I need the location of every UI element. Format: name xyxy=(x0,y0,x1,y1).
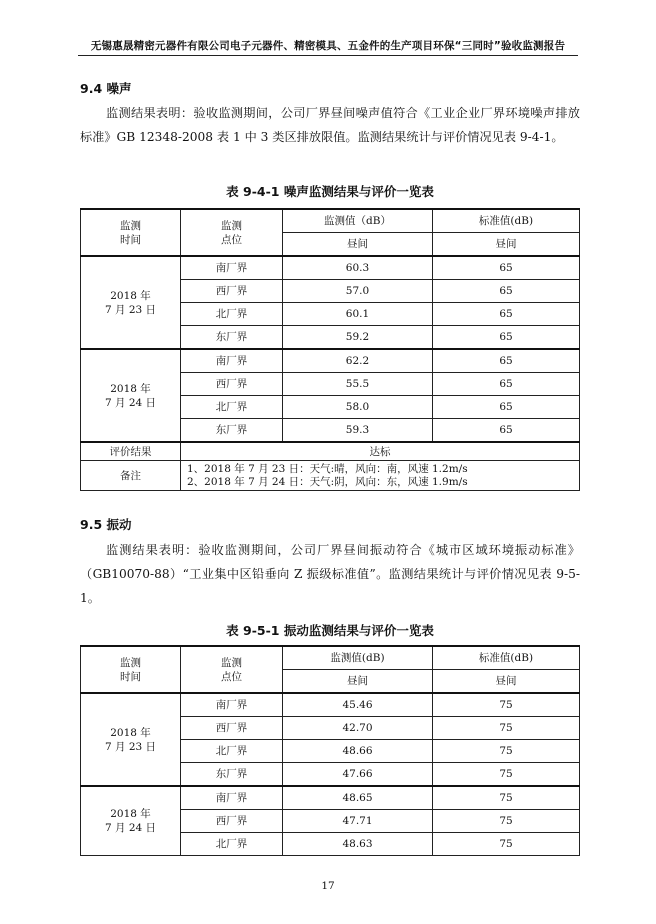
header-monitor-point: 监测 点位 xyxy=(181,646,283,693)
header-standard-daytime: 昼间 xyxy=(433,670,580,694)
value-cell: 45.46 xyxy=(283,693,433,717)
header-monitor-time: 监测 时间 xyxy=(81,646,181,693)
point-cell: 南厂界 xyxy=(181,693,283,717)
header-monitor-point: 监测 点位 xyxy=(181,209,283,256)
value-cell: 57.0 xyxy=(283,280,433,303)
vibration-results-table xyxy=(80,645,580,856)
vibration-section-heading: 9.5 振动 xyxy=(80,517,132,532)
standard-cell: 65 xyxy=(433,303,580,326)
evaluation-label: 评价结果 xyxy=(81,442,181,461)
noise-results-table xyxy=(80,208,580,491)
remark-content xyxy=(181,461,580,491)
date-cell: 2018 年 7 月 23 日 xyxy=(81,693,181,786)
point-cell: 西厂界 xyxy=(181,280,283,303)
header-divider xyxy=(78,55,578,56)
table-row xyxy=(81,693,580,717)
remark-line: 1、2018 年 7 月 23 日：天气:晴，风向：南，风速 1.2m/s xyxy=(187,462,468,475)
value-cell: 60.3 xyxy=(283,256,433,280)
date-cell: 2018 年 7 月 23 日 xyxy=(81,256,181,349)
noise-table-caption: 表 9-4-1 噪声监测结果与评价一览表 xyxy=(226,184,434,199)
point-cell: 东厂界 xyxy=(181,326,283,350)
standard-cell: 65 xyxy=(433,326,580,350)
header-standard-daytime: 昼间 xyxy=(433,233,580,257)
value-cell: 62.2 xyxy=(283,349,433,373)
remark-line: 2、2018 年 7 月 24 日：天气:阴，风向：东，风速 1.9m/s xyxy=(187,475,468,488)
point-cell: 东厂界 xyxy=(181,419,283,443)
header-standard-value: 标准值(dB) xyxy=(433,646,580,670)
value-cell: 47.71 xyxy=(283,810,433,833)
point-cell: 西厂界 xyxy=(181,717,283,740)
value-cell: 48.63 xyxy=(283,833,433,856)
point-cell: 东厂界 xyxy=(181,763,283,787)
value-cell: 42.70 xyxy=(283,717,433,740)
noise-section-heading: 9.4 噪声 xyxy=(80,81,132,96)
standard-cell: 75 xyxy=(433,740,580,763)
standard-cell: 65 xyxy=(433,396,580,419)
table-row xyxy=(81,349,580,373)
standard-cell: 65 xyxy=(433,256,580,280)
evaluation-result: 达标 xyxy=(181,442,580,461)
date-cell: 2018 年 7 月 24 日 xyxy=(81,349,181,442)
header-measured-value: 监测值(dB) xyxy=(283,646,433,670)
header-standard-value: 标准值(dB) xyxy=(433,209,580,233)
header-measured-daytime: 昼间 xyxy=(283,233,433,257)
point-cell: 南厂界 xyxy=(181,349,283,373)
standard-cell: 65 xyxy=(433,349,580,373)
value-cell: 59.3 xyxy=(283,419,433,443)
point-cell: 北厂界 xyxy=(181,396,283,419)
value-cell: 60.1 xyxy=(283,303,433,326)
standard-cell: 75 xyxy=(433,717,580,740)
date-cell: 2018 年 7 月 24 日 xyxy=(81,786,181,856)
standard-cell: 75 xyxy=(433,763,580,787)
value-cell: 47.66 xyxy=(283,763,433,787)
table-row xyxy=(81,786,580,810)
standard-cell: 65 xyxy=(433,419,580,443)
noise-paragraph: 监测结果表明：验收监测期间，公司厂界昼间噪声值符合《工业企业厂界环境噪声排放标准》GB 12348-2008 表 1 中 3 类区排放限值。监测结果统计与评价情况见表 9-4-1。 xyxy=(80,106,580,144)
value-cell: 58.0 xyxy=(283,396,433,419)
point-cell: 北厂界 xyxy=(181,740,283,763)
standard-cell: 75 xyxy=(433,786,580,810)
table-row xyxy=(81,256,580,280)
report-header: 无锡惠晟精密元器件有限公司电子元器件、精密模具、五金件的生产项目环保“三同时”验收监测报告 xyxy=(90,40,566,52)
point-cell: 北厂界 xyxy=(181,833,283,856)
page-number: 17 xyxy=(321,880,335,892)
header-measured-daytime: 昼间 xyxy=(283,670,433,694)
standard-cell: 75 xyxy=(433,810,580,833)
value-cell: 48.66 xyxy=(283,740,433,763)
vibration-table-caption: 表 9-5-1 振动监测结果与评价一览表 xyxy=(226,623,434,638)
point-cell: 西厂界 xyxy=(181,373,283,396)
value-cell: 59.2 xyxy=(283,326,433,350)
vibration-paragraph: 监测结果表明：验收监测期间，公司厂界昼间振动符合《城市区域环境振动标准》（GB10070-88）“工业集中区铅垂向 Z 振级标准值”。监测结果统计与评价情况见表 9-5-1。 xyxy=(80,543,580,605)
header-measured-value: 监测值（dB） xyxy=(283,209,433,233)
standard-cell: 65 xyxy=(433,280,580,303)
point-cell: 南厂界 xyxy=(181,786,283,810)
standard-cell: 75 xyxy=(433,833,580,856)
point-cell: 西厂界 xyxy=(181,810,283,833)
header-monitor-time: 监测 时间 xyxy=(81,209,181,256)
value-cell: 55.5 xyxy=(283,373,433,396)
value-cell: 48.65 xyxy=(283,786,433,810)
remark-label: 备注 xyxy=(81,461,181,491)
point-cell: 北厂界 xyxy=(181,303,283,326)
point-cell: 南厂界 xyxy=(181,256,283,280)
standard-cell: 65 xyxy=(433,373,580,396)
standard-cell: 75 xyxy=(433,693,580,717)
